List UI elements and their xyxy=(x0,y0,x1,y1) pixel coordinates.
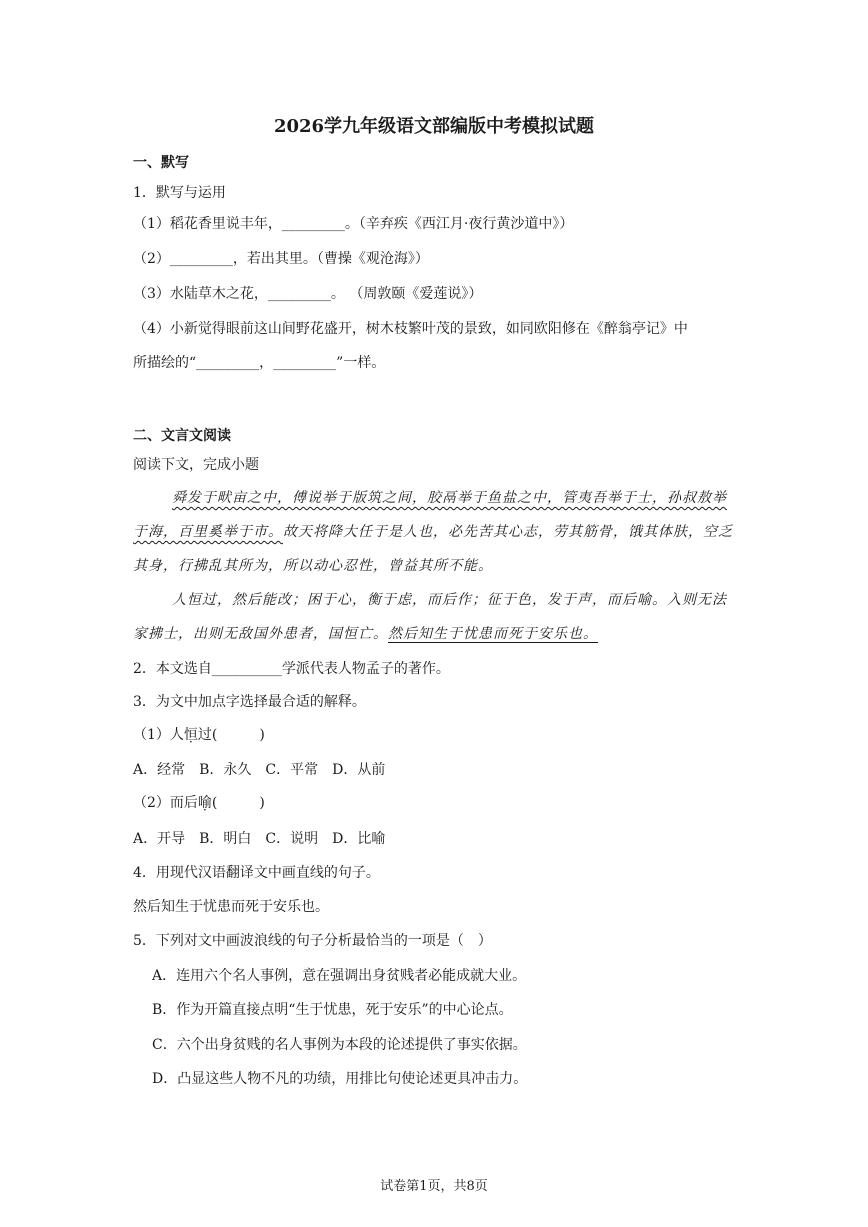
reading-instruction: 阅读下文，完成小题 xyxy=(133,457,259,473)
question-1: 1．默写与运用 xyxy=(133,185,226,201)
page-title: 2026学九年级语文部编版中考模拟试题 xyxy=(273,116,595,137)
passage-line-5 xyxy=(133,624,598,644)
passage-text: 故天将降大任于是人也，必先苦其心志，劳其筋骨，饿其体肤，空乏 xyxy=(283,524,733,540)
dotted-character: 恒 xyxy=(183,727,198,743)
passage-underlined-sentence: 然后知生于忧患而死于安乐也。 xyxy=(388,626,598,642)
question-3-item-2-text: （2）而后 xyxy=(133,795,198,811)
question-5-option-c: C．六个出身贫贱的名人事例为本段的论述提供了事实依据。 xyxy=(152,1037,527,1053)
passage-line-4: 人恒过，然后能改；困于心，衡于虑，而后作；征于色，发于声，而后喻。入则无法 xyxy=(172,592,727,608)
question-1-item-4: （4）小新觉得眼前这山间野花盛开，树木枝繁叶茂的景致，如同欧阳修在《醉翁亭记》中 xyxy=(133,321,688,337)
section-heading-classical: 二、文言文阅读 xyxy=(133,428,231,444)
question-2: 2．本文选自__________学派代表人物孟子的著作。 xyxy=(133,661,450,677)
passage-line-1 xyxy=(172,488,727,508)
question-1-item-1: （1）稻花香里说丰年，_________。（辛弃疾《西江月·夜行黄沙道中》） xyxy=(133,216,574,232)
section-heading-dictation: 一、默写 xyxy=(133,155,189,171)
passage-line-3: 其身，行拂乱其所为，所以动心忍性，曾益其所不能。 xyxy=(133,558,493,574)
passage-line-2 xyxy=(133,522,733,542)
question-1-item-3: （3）水陆草木之花，_________。 （周敦颐《爱莲说》） xyxy=(133,286,483,302)
question-3-item-2-blank: ( ) xyxy=(211,795,265,811)
question-3-item-1-options: A．经常 B．永久 C．平常 D．从前 xyxy=(133,762,386,778)
question-3-item-2 xyxy=(133,793,265,813)
question-3-item-1 xyxy=(133,725,265,745)
passage-wavy-text: 舜发于畎亩之中，傅说举于版筑之间，胶鬲举于鱼盐之中，管夷吾举于士，孙叔敖举 xyxy=(172,490,727,506)
question-4-sentence: 然后知生于忧患而死于安乐也。 xyxy=(133,899,329,915)
dotted-character: 喻 xyxy=(197,795,212,811)
passage-text: 家拂士，出则无敌国外患者，国恒亡。 xyxy=(133,626,388,642)
page-footer: 试卷第1页，共8页 xyxy=(380,1179,488,1194)
question-3-item-2-options: A．开导 B．明白 C．说明 D．比喻 xyxy=(133,831,386,847)
question-4: 4．用现代汉语翻译文中画直线的句子。 xyxy=(133,865,380,881)
question-3-item-1-text: （1）人 xyxy=(133,727,184,743)
question-5-option-b: B．作为开篇直接点明“生于忧患，死于安乐”的中心论点。 xyxy=(152,1002,513,1018)
question-5: 5．下列对文中画波浪线的句子分析最恰当的一项是（ ） xyxy=(133,933,492,949)
question-3: 3．为文中加点字选择最合适的解释。 xyxy=(133,694,366,710)
passage-wavy-text-end: 于海，百里奚举于市。 xyxy=(133,524,283,540)
question-1-item-4-cont: 所描绘的“_________，_________”一样。 xyxy=(133,355,386,371)
question-3-item-1-blank: 过( ) xyxy=(197,727,265,743)
question-5-option-d: D．凸显这些人物不凡的功绩，用排比句使论述更具冲击力。 xyxy=(152,1071,528,1087)
question-1-item-2: （2）_________，若出其里。（曹操《观沧海》） xyxy=(133,251,429,267)
question-5-option-a: A．连用六个名人事例，意在强调出身贫贱者必能成就大业。 xyxy=(152,968,527,984)
